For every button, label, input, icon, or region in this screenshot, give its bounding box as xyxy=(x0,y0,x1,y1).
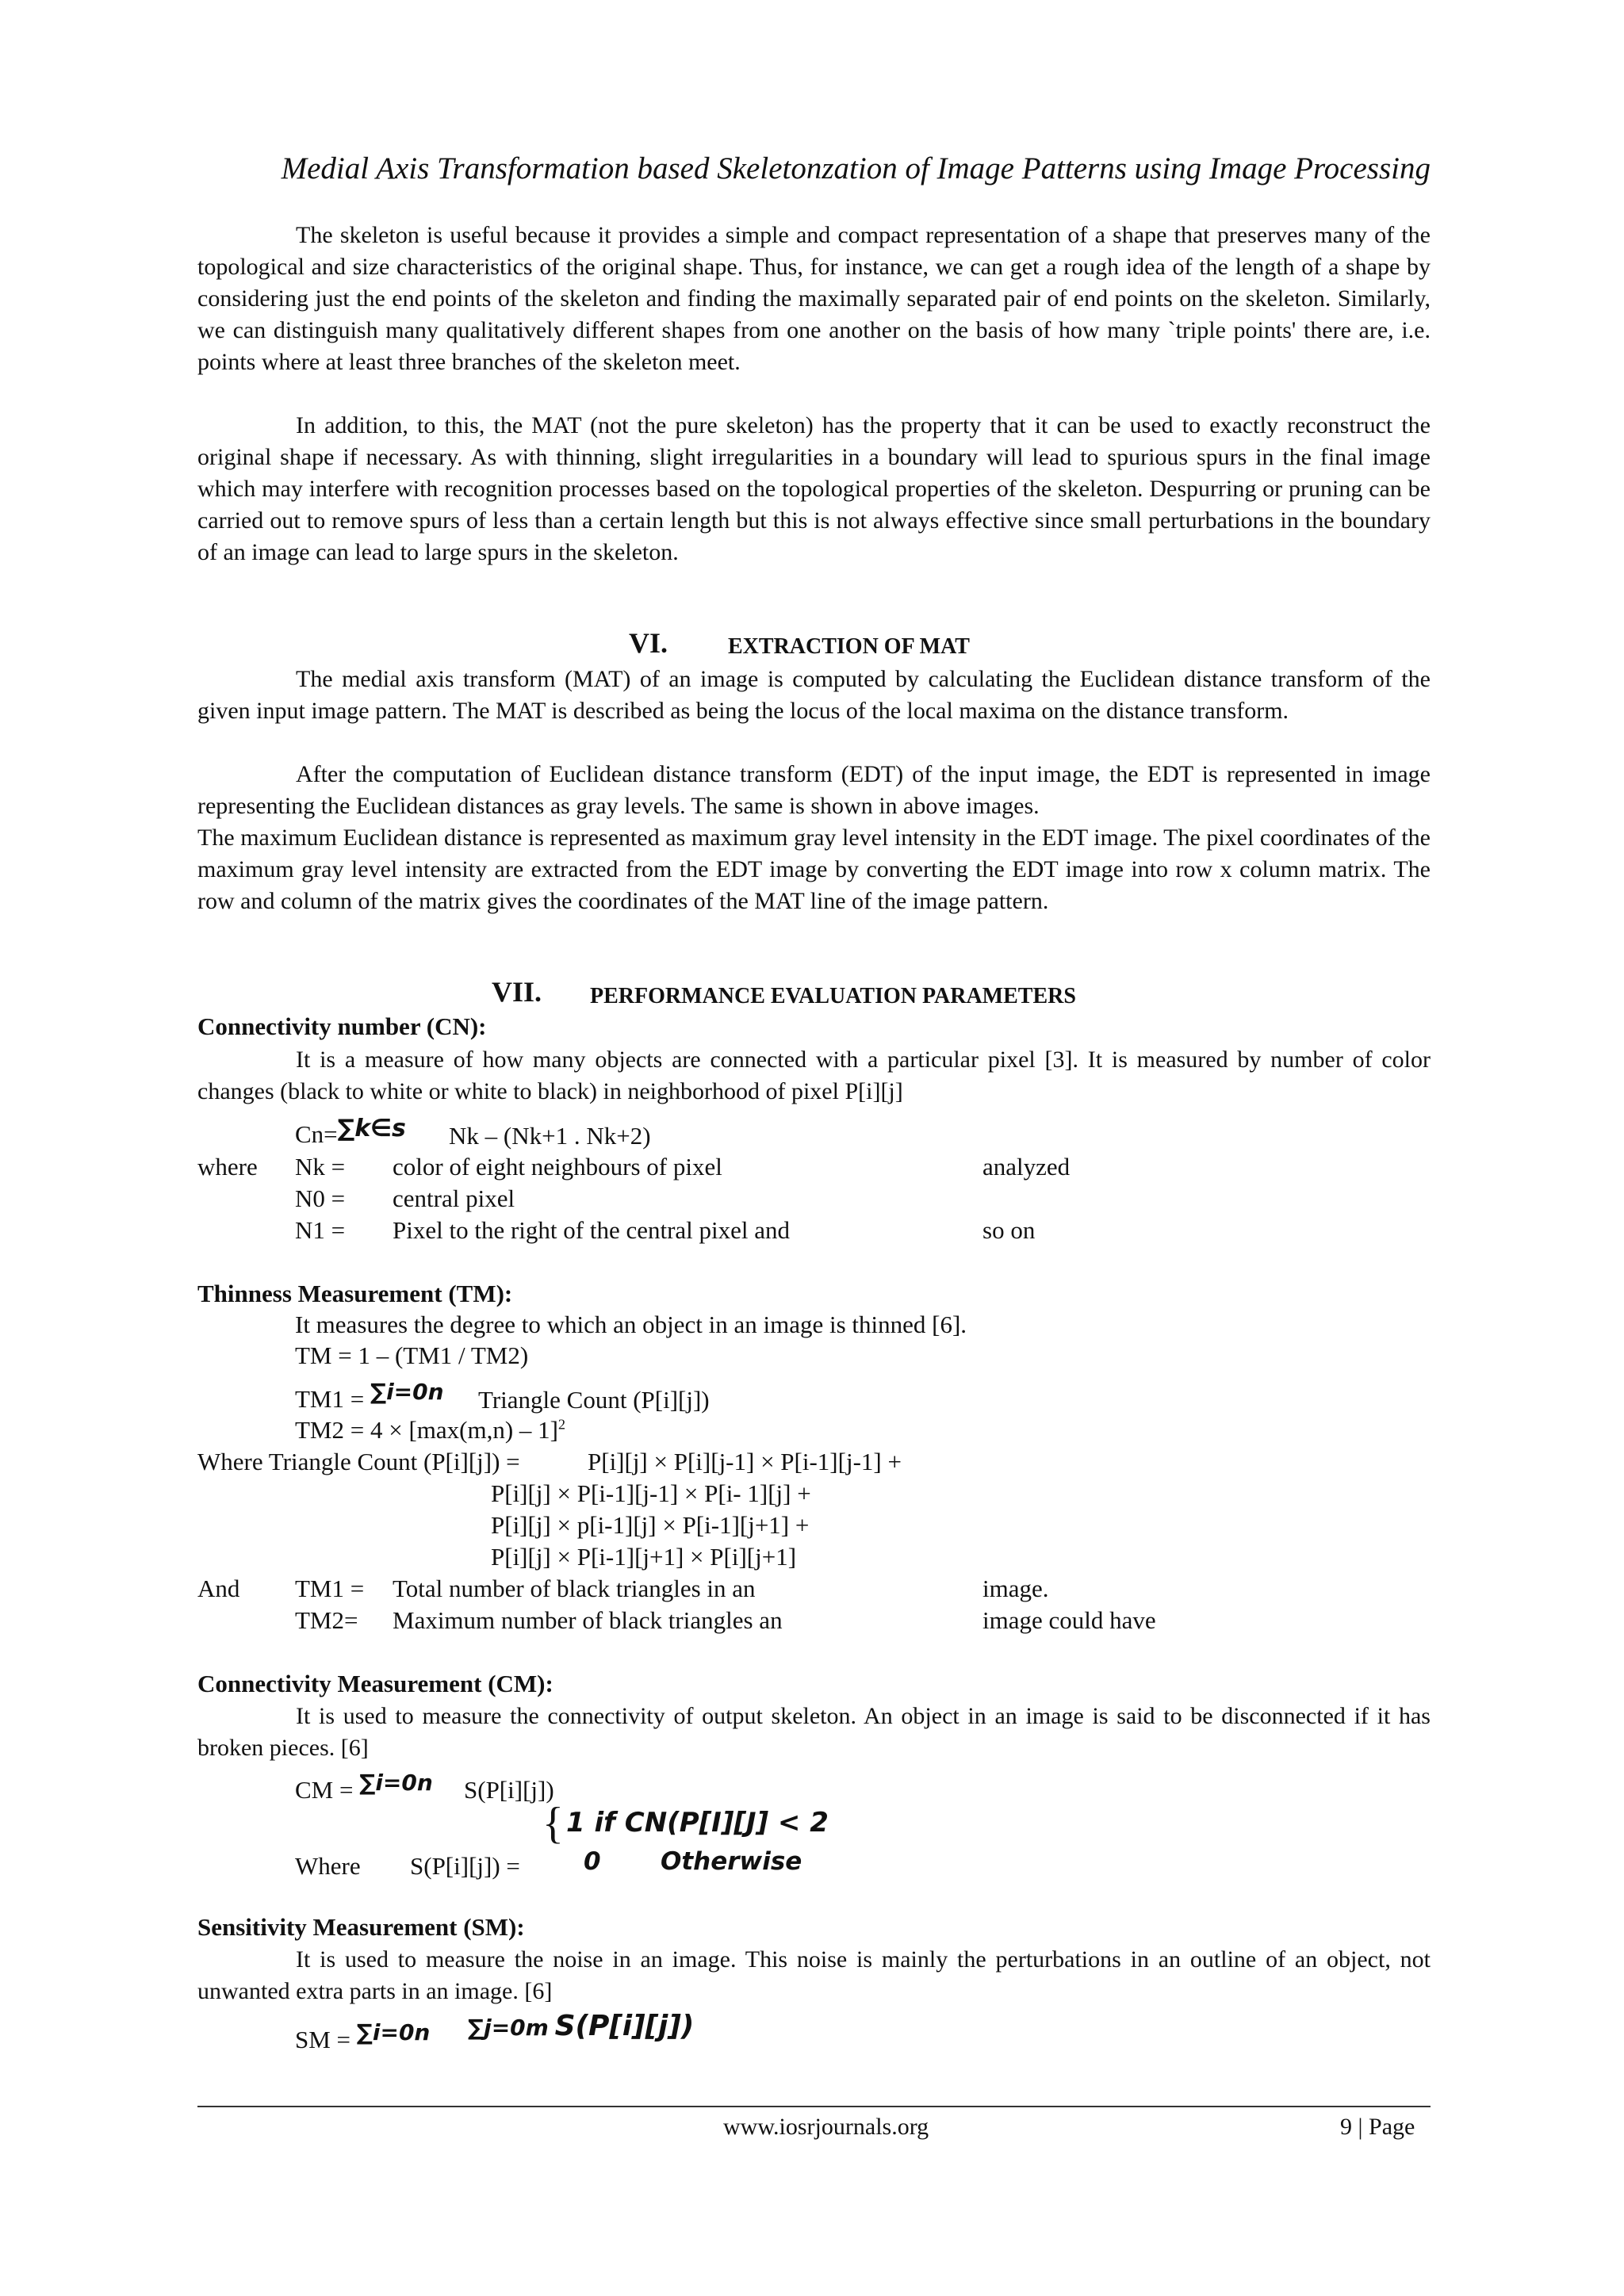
paragraph xyxy=(197,822,1431,917)
def-symbol: N0 = xyxy=(295,1184,346,1212)
formula-rhs: S(P[i][j]) xyxy=(554,2010,695,2042)
sum-symbol: ∑i=0n xyxy=(370,1379,444,1405)
paragraph xyxy=(197,410,1431,568)
case-two-condition: Otherwise xyxy=(661,1847,802,1876)
formula-tm: TM = 1 – (TM1 / TM2) xyxy=(295,1341,529,1369)
sum-symbol: ∑i=0n xyxy=(359,1770,433,1796)
paragraph-text: The medial axis transform (MAT) of an image is computed by calculating the Euclidean distance transform of the given input image pattern. The MAT is described as being the locus of the local maxima on the distance transform. xyxy=(197,666,1431,724)
sum-symbol: ∑k∈s xyxy=(337,1115,406,1142)
formula-rhs: S(P[i][j]) xyxy=(464,1776,554,1804)
formula-rhs: Triangle Count (P[i][j]) xyxy=(478,1386,710,1414)
where-label: where xyxy=(197,1153,258,1181)
def-symbol: TM2= xyxy=(295,1606,358,1634)
def-description: central pixel xyxy=(393,1184,515,1212)
def-symbol: N1 = xyxy=(295,1216,346,1244)
footer-rule xyxy=(197,2106,1431,2107)
paragraph-text: It is a measure of how many objects are connected with a particular pixel [3]. It is measured by number of color changes (black to white or white to black) in neighborhood of pixel P[i][j] xyxy=(197,1047,1431,1104)
formula-lhs: Cn= xyxy=(295,1120,338,1148)
brace: { xyxy=(542,1799,564,1848)
paragraph-text: After the computation of Euclidean distance transform (EDT) of the input image, the EDT is represented in image representing the Euclidean distances as gray levels. The same is shown in above images. xyxy=(197,761,1431,819)
def-symbol: TM1 = xyxy=(295,1575,365,1602)
formula-rhs: Nk – (Nk+1 . Nk+2) xyxy=(449,1122,651,1150)
paragraph-text: The skeleton is useful because it provides a simple and compact representation of a shape that preserves many of the topological and size characteristics of the original shape. Thus, for instance, we can get a rough idea of the length of a shape by considering just the end points of the skeleton and finding the maximally separated pair of end points on the skeleton. Similarly, we can distinguish many qualitatively different shapes from one another on the basis of how many `triple points' there are, i.e. points where at least three branches of the skeleton meet. xyxy=(197,222,1431,375)
subsection-heading: Connectivity Measurement (CM): xyxy=(197,1670,553,1697)
subsection-heading: Thinness Measurement (TM): xyxy=(197,1280,513,1307)
formula-cn xyxy=(295,1115,406,1149)
subsection-heading: Sensitivity Measurement (SM): xyxy=(197,1913,525,1941)
and-label: And xyxy=(197,1575,240,1602)
formula-cm xyxy=(295,1770,433,1804)
def-tail: so on xyxy=(982,1216,1036,1244)
triangle-count-line: P[i][j] × P[i-1][j+1] × P[i][j+1] xyxy=(491,1543,797,1571)
def-description: Pixel to the right of the central pixel and xyxy=(393,1216,791,1244)
def-tail: image. xyxy=(982,1575,1049,1602)
paragraph xyxy=(197,1044,1431,1108)
def-description: color of eight neighbours of pixel xyxy=(393,1153,722,1181)
triangle-count-line: P[i][j] × P[i-1][j-1] × P[i- 1][j] + xyxy=(491,1479,811,1507)
superscript: 2 xyxy=(558,1416,565,1433)
subsection-heading: Connectivity number (CN): xyxy=(197,1012,487,1040)
running-header: Medial Axis Transformation based Skeletonzation of Image Patterns using Image Processing xyxy=(281,151,1431,186)
paragraph-text: It measures the degree to which an object in an image is thinned [6]. xyxy=(295,1311,967,1338)
where-label: Where xyxy=(295,1852,361,1880)
paragraph xyxy=(197,220,1431,378)
formula-lhs: S(P[i][j]) = xyxy=(410,1852,520,1880)
paragraph xyxy=(197,1944,1431,2007)
formula-lhs: SM = xyxy=(295,2026,351,2053)
def-tail: image could have xyxy=(982,1606,1156,1634)
formula-tm2 xyxy=(295,1416,565,1445)
section-number: VII. xyxy=(492,976,542,1008)
sum-symbol: ∑j=0m xyxy=(468,2015,549,2041)
footer-page-number: 9 | Page xyxy=(1340,2114,1415,2140)
case-one: 1 if CN(P[I][J] < 2 xyxy=(566,1807,829,1839)
sum-symbol: ∑i=0n xyxy=(356,2019,431,2045)
paragraph-text: It is used to measure the noise in an image. This noise is mainly the perturbations in an outline of an object, not unwanted extra parts in an image. [6] xyxy=(197,1946,1431,2004)
paragraph xyxy=(197,664,1431,727)
def-symbol: Nk = xyxy=(295,1153,346,1181)
triangle-count-lhs: Where Triangle Count (P[i][j]) = xyxy=(197,1448,520,1475)
formula-sm-rhs xyxy=(468,2010,694,2042)
paragraph-text: In addition, to this, the MAT (not the pure skeleton) has the property that it can be used to exactly reconstruct the original shape if necessary. As with thinning, slight irregularities in a boundary will lead to spurious spurs in the final image which may interfere with recognition processes based on the topological properties of the skeleton. Despurring or pruning can be carried out to remove spurs of less than a certain length but this is not always effective since small perturbations in the boundary of an image can lead to large spurs in the skeleton. xyxy=(197,412,1431,565)
def-description: Maximum number of black triangles an xyxy=(393,1606,783,1634)
formula-text: TM2 = 4 × [max(m,n) – 1] xyxy=(295,1416,558,1444)
paragraph-text: It is used to measure the connectivity of output skeleton. An object in an image is said to be disconnected if it has broken pieces. [6] xyxy=(197,1703,1431,1761)
section-number: VI. xyxy=(629,627,668,659)
paragraph-text: The maximum Euclidean distance is represented as maximum gray level intensity in the EDT image. The pixel coordinates of the maximum gray level intensity are extracted from the EDT image by converting the EDT image into row x column matrix. The row and column of the matrix gives the coordinates of the MAT line of the image pattern. xyxy=(197,825,1431,914)
formula-tm1 xyxy=(295,1379,444,1414)
footer-website: www.iosrjournals.org xyxy=(723,2114,929,2140)
case-two-value: 0 xyxy=(584,1847,601,1876)
triangle-count-line: P[i][j] × P[i][j-1] × P[i-1][j-1] + xyxy=(588,1448,902,1475)
def-description: Total number of black triangles in an xyxy=(393,1575,756,1602)
section-title: PERFORMANCE EVALUATION PARAMETERS xyxy=(590,984,1076,1008)
formula-sm xyxy=(295,2019,431,2054)
paragraph xyxy=(197,1701,1431,1764)
formula-lhs: TM1 = xyxy=(295,1385,365,1413)
formula-lhs: CM = xyxy=(295,1776,354,1804)
paragraph xyxy=(197,759,1431,822)
section-title: EXTRACTION OF MAT xyxy=(728,634,970,659)
def-tail: analyzed xyxy=(982,1153,1071,1181)
triangle-count-line: P[i][j] × p[i-1][j] × P[i-1][j+1] + xyxy=(491,1511,810,1539)
